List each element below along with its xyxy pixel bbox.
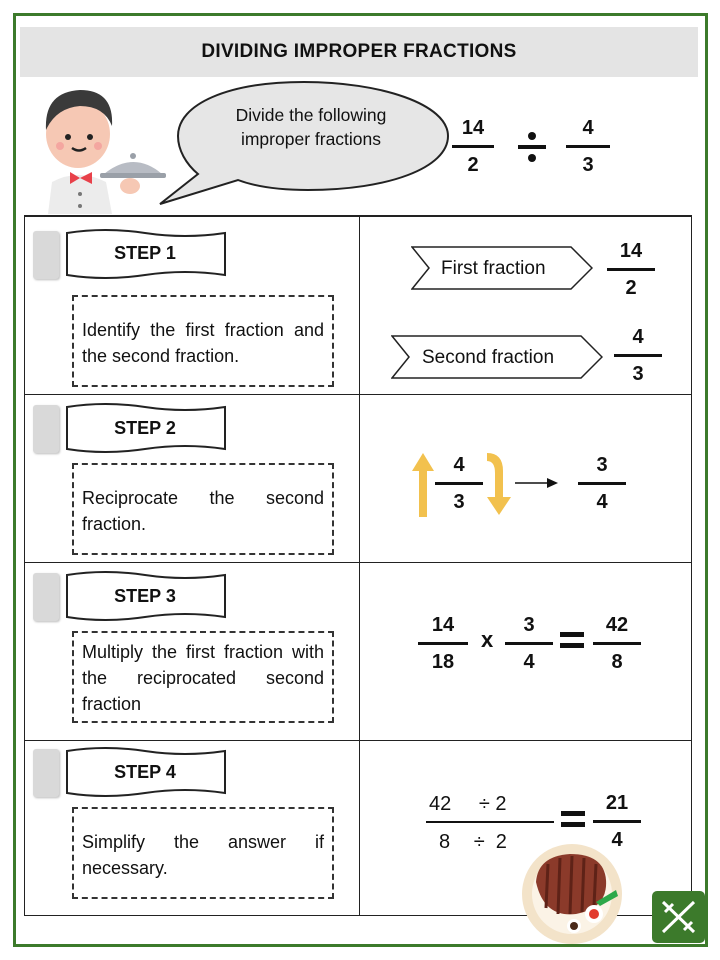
multiply-fraction-1: 14 18 (418, 613, 468, 674)
multiply-fraction-2: 3 4 (505, 613, 553, 674)
flip-up-arrow-icon (411, 451, 435, 517)
logo-icon (651, 890, 706, 944)
step-label: STEP 4 (114, 762, 176, 782)
flip-down-arrow-icon (485, 451, 513, 517)
step-tab (33, 405, 59, 453)
denominator-divisor: ÷ 2 (473, 831, 507, 853)
first-fraction-label: First fraction (441, 258, 546, 279)
equals-icon (561, 809, 585, 829)
step-description: Simplify the answer if necessary. (72, 807, 334, 899)
step-description: Identify the first fraction and the second fraction. (72, 295, 334, 387)
first-fraction: 14 2 (607, 239, 655, 300)
steps-table (24, 215, 692, 916)
multiply-sign: x (481, 627, 494, 652)
numerator-divisor: ÷ 2 (478, 793, 507, 815)
problem-fraction-1: 14 2 (452, 116, 494, 177)
original-fraction: 4 3 (435, 453, 483, 514)
right-arrow-icon (515, 477, 559, 489)
step-label: STEP 1 (114, 243, 176, 263)
step-tab (33, 573, 59, 621)
product-fraction: 42 8 (593, 613, 641, 674)
step-tab (33, 231, 59, 279)
numerator-value: 42 (429, 793, 452, 815)
equals-icon (560, 630, 584, 650)
denominator-value: 8 (439, 831, 451, 853)
steak-plate-illustration (520, 842, 630, 946)
problem-fraction-2: 4 3 (566, 116, 610, 177)
second-fraction-label: Second fraction (422, 347, 555, 368)
step-description: Multiply the first fraction with the reciprocated second fraction (72, 631, 334, 723)
second-fraction: 4 3 (614, 325, 662, 386)
simplify-numerator (429, 793, 506, 816)
step-label: STEP 3 (114, 586, 176, 606)
instruction-text: Divide the following improper fractions (235, 105, 387, 149)
simplify-denominator (439, 831, 507, 854)
divide-icon (516, 130, 548, 164)
waiter-illustration (34, 82, 176, 214)
simplified-fraction: 21 4 (593, 791, 641, 852)
step-3-row (25, 562, 691, 740)
step-label: STEP 2 (114, 418, 176, 438)
reciprocal-fraction: 3 4 (578, 453, 626, 514)
page-title: DIVIDING IMPROPER FRACTIONS (20, 27, 698, 77)
step-tab (33, 749, 59, 797)
step-1-row (25, 216, 691, 394)
step-description: Reciprocate the second fraction. (72, 463, 334, 555)
step-2-row (25, 394, 691, 562)
simplify-bar (426, 821, 554, 823)
